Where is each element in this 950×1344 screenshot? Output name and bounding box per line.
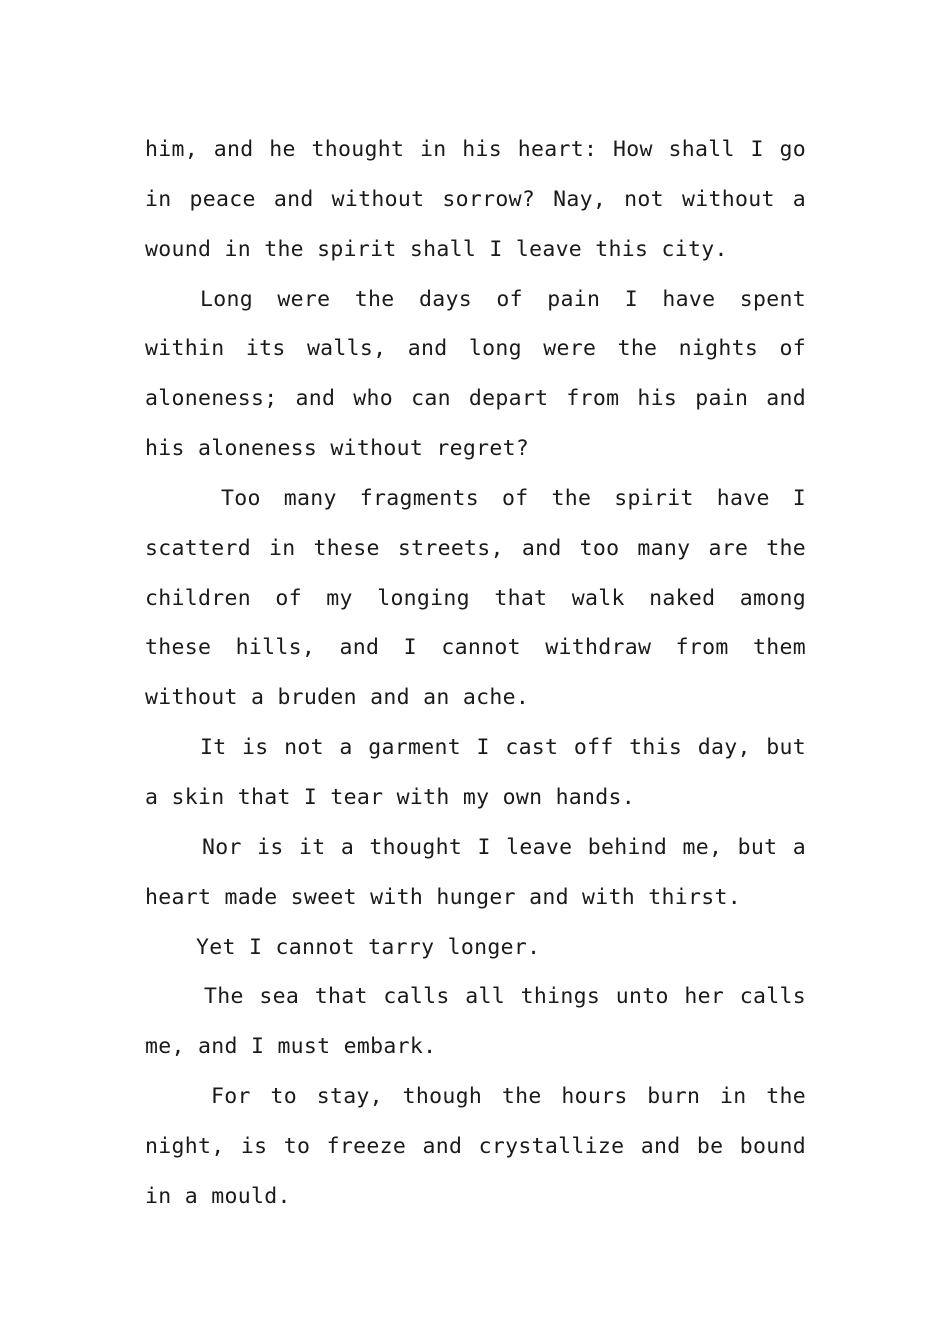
paragraph: It is not a garment I cast off this day, but a skin that I tear with my own hands. (145, 735, 806, 810)
paragraph: Yet I cannot tarry longer. (196, 934, 541, 960)
paragraph: Nor is it a thought I leave behind me, but a heart made sweet with hunger and with thirst. (145, 834, 806, 910)
body-text (145, 125, 806, 1222)
paragraph: The sea that calls all things unto her calls me, and I must embark. (145, 984, 806, 1060)
paragraph: Long were the days of pain I have spent within its walls, and long were the nights of aloneness; and who can depart from his pain and his aloneness without regret? (145, 286, 806, 462)
paragraph: him, and he thought in his heart: How shall I go in peace and without sorrow? Nay, not without a wound in the spirit shall I leave this city. (145, 137, 806, 262)
paragraph: Too many fragments of the spirit have I scatterd in these streets, and too many are the children of my longing that walk naked among these hills, and I cannot withdraw from them without a bruden and an ache. (145, 485, 806, 711)
paragraph: For to stay, though the hours burn in the night, is to freeze and crystallize and be bound in a mould. (145, 1084, 806, 1209)
